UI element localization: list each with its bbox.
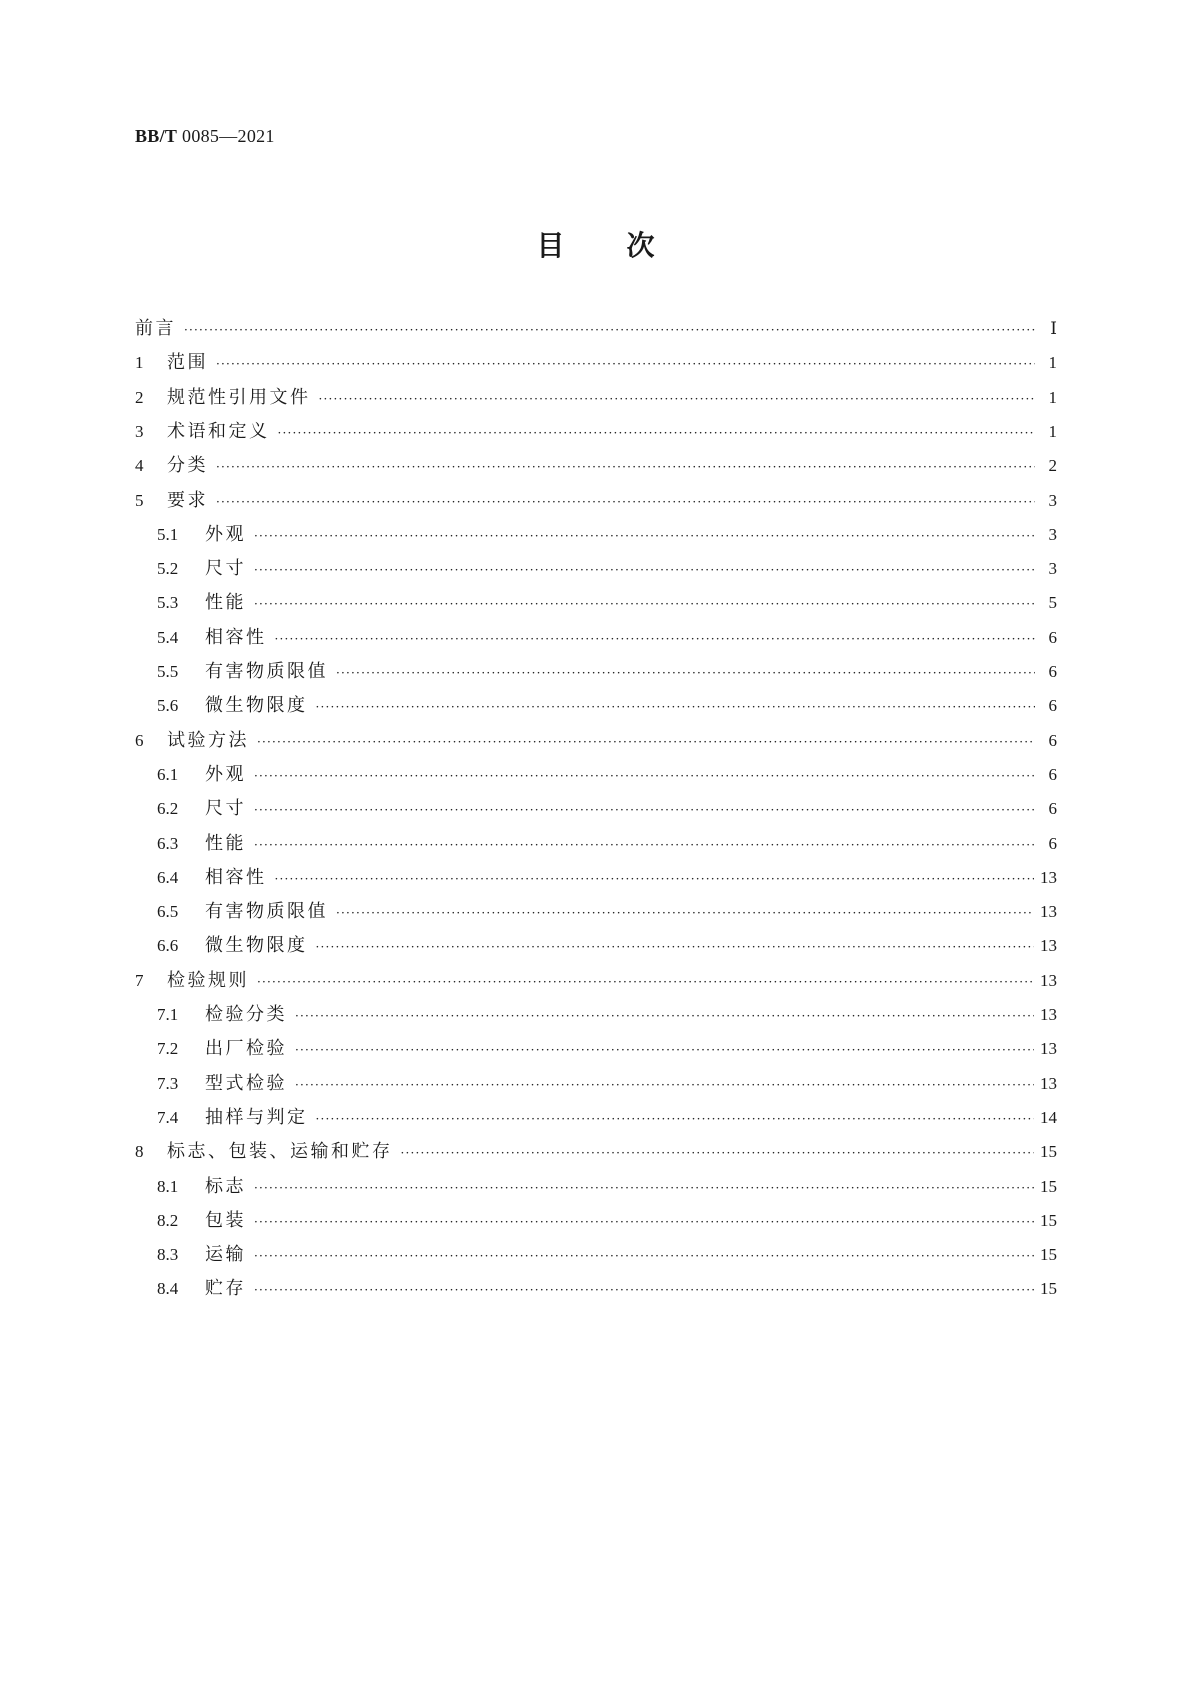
toc-entry-title: 标志 (205, 1175, 246, 1197)
toc-entry[interactable] (135, 968, 1057, 994)
toc-leader-dots (254, 1175, 1034, 1201)
toc-entry-title: 包装 (205, 1209, 246, 1231)
toc-entry[interactable] (135, 1036, 1057, 1062)
toc-entry-page: 5 (1048, 593, 1057, 613)
toc-entry[interactable] (135, 933, 1057, 959)
toc-leader-dots (216, 489, 1035, 515)
toc-entry-page: 6 (1048, 730, 1057, 750)
toc-leader-dots (278, 420, 1036, 446)
toc-entry[interactable] (135, 659, 1057, 685)
toc-entry-page: 6 (1048, 764, 1057, 784)
toc-entry-title: 规范性引用文件 (167, 386, 311, 408)
standard-code (135, 126, 275, 147)
toc-entry-title: 微生物限度 (205, 695, 308, 717)
toc-entry[interactable] (135, 350, 1057, 376)
toc-leader-dots (257, 729, 1035, 755)
toc-entry-number: 5.5 (157, 662, 179, 681)
toc-entry-title: 性能 (205, 592, 246, 614)
toc-entry-page: 6 (1048, 833, 1057, 853)
toc-entry[interactable] (135, 1208, 1057, 1234)
toc-entry-page: 1 (1048, 387, 1057, 407)
toc-entry-page: 13 (1040, 1005, 1057, 1024)
toc-entry-number: 4 (135, 456, 144, 476)
toc-entry-number: 7.1 (157, 1005, 179, 1024)
toc-entry[interactable] (135, 522, 1057, 548)
toc-entry[interactable] (135, 1071, 1057, 1097)
toc-entry-number: 7.2 (157, 1039, 179, 1059)
toc-entry-number: 8.1 (157, 1176, 179, 1196)
toc-entry-title: 外观 (205, 763, 246, 785)
toc-leader-dots (254, 591, 1035, 617)
toc-entry-number: 8.2 (157, 1210, 179, 1230)
toc-entry-number: 6 (135, 730, 144, 750)
toc-leader-dots (295, 1037, 1034, 1063)
toc-entry-page: 15 (1040, 1176, 1057, 1196)
toc-entry-page: 3 (1048, 559, 1057, 579)
toc-leader-dots (316, 1106, 1035, 1132)
toc-entry[interactable] (135, 453, 1057, 479)
toc-entry[interactable] (135, 728, 1057, 754)
toc-leader-dots (336, 660, 1035, 686)
toc-entry-number: 6.5 (157, 902, 179, 922)
toc-entry-number: 6.1 (157, 764, 179, 784)
toc-entry[interactable] (135, 693, 1057, 719)
toc-entry-title: 试验方法 (167, 729, 249, 751)
toc-leader-dots (254, 763, 1035, 789)
toc-entry-number: 1 (135, 353, 144, 373)
toc-entry-page: 6 (1048, 696, 1057, 716)
toc-entry[interactable] (135, 419, 1057, 445)
toc-leader-dots (254, 1209, 1034, 1235)
toc-entry-title: 分类 (167, 455, 208, 477)
toc-entry-page: 15 (1040, 1279, 1057, 1299)
toc-entry-page: 15 (1040, 1245, 1057, 1265)
toc-entry-page: 1 (1048, 421, 1057, 441)
toc-entry-title: 有害物质限值 (205, 901, 328, 923)
toc-entry-number: 7.4 (157, 1107, 179, 1127)
toc-entry[interactable] (135, 385, 1057, 411)
toc-entry-title: 前言 (135, 318, 176, 339)
toc-entry-title: 检验分类 (205, 1004, 287, 1025)
toc-entry-page: 13 (1040, 970, 1057, 990)
toc-entry-number: 5.3 (157, 593, 179, 613)
page-title: 目次 (536, 229, 717, 262)
toc-leader-dots (275, 866, 1035, 892)
toc-entry-number: 8.4 (157, 1279, 179, 1299)
toc-leader-dots (254, 1243, 1034, 1269)
toc-entry[interactable] (135, 865, 1057, 891)
toc-entry-number: 6.6 (157, 936, 179, 956)
toc-entry-number: 5.4 (157, 627, 179, 647)
toc-entry[interactable] (135, 796, 1057, 822)
toc-entry-page: 15 (1040, 1142, 1057, 1162)
toc-entry[interactable] (135, 316, 1057, 342)
toc-entry[interactable] (135, 1139, 1057, 1165)
toc-leader-dots (254, 523, 1035, 549)
toc-entry-title: 术语和定义 (167, 420, 270, 442)
toc-entry-page: 1 (1048, 353, 1057, 373)
toc-entry-number: 6.3 (157, 833, 179, 853)
toc-entry-title: 抽样与判定 (205, 1106, 308, 1128)
toc-entry-title: 相容性 (205, 866, 267, 888)
toc-entry-page: 3 (1048, 490, 1057, 510)
toc-entry-title: 性能 (205, 832, 246, 854)
toc-leader-dots (319, 386, 1036, 412)
toc-entry-title: 相容性 (205, 626, 267, 648)
toc-entry-page: 13 (1040, 1073, 1057, 1093)
toc-entry[interactable] (135, 1174, 1057, 1200)
standard-code-number: 0085—2021 (182, 126, 275, 146)
toc-entry[interactable] (135, 590, 1057, 616)
toc-entry-page: Ⅰ (1050, 319, 1057, 338)
toc-leader-dots (295, 1003, 1034, 1029)
toc-entry[interactable] (135, 831, 1057, 857)
toc-entry-number: 8 (135, 1142, 144, 1162)
toc-entry-page: 6 (1048, 799, 1057, 819)
toc-entry-title: 要求 (167, 489, 208, 511)
toc-entry-page: 6 (1048, 627, 1057, 647)
toc-entry[interactable] (135, 556, 1057, 582)
toc-leader-dots (216, 454, 1035, 480)
toc-leader-dots (254, 797, 1035, 823)
toc-entry-number: 6.2 (157, 799, 179, 819)
toc-leader-dots (401, 1140, 1035, 1166)
toc-entry-page: 13 (1040, 902, 1057, 922)
toc-entry-title: 标志、包装、运输和贮存 (167, 1141, 393, 1163)
toc-entry-title: 微生物限度 (205, 935, 308, 957)
toc-entry-number: 7 (135, 970, 144, 990)
toc-entry[interactable] (135, 488, 1057, 514)
toc-leader-dots (216, 351, 1035, 377)
toc-entry-page: 2 (1048, 456, 1057, 476)
toc-entry-title: 外观 (205, 523, 246, 545)
toc-leader-dots (254, 1277, 1034, 1303)
toc-entry[interactable] (135, 1276, 1057, 1302)
toc-entry[interactable] (135, 762, 1057, 788)
toc-leader-dots (295, 1072, 1034, 1098)
toc-entry-page: 13 (1040, 936, 1057, 956)
toc-leader-dots (254, 832, 1035, 858)
toc-leader-dots (275, 626, 1036, 652)
toc-entry[interactable] (135, 899, 1057, 925)
toc-entry-page: 6 (1048, 662, 1057, 681)
toc-entry-number: 6.4 (157, 867, 179, 887)
toc-entry-number: 7.3 (157, 1073, 179, 1093)
toc-entry-number: 5.1 (157, 524, 179, 544)
toc-entry-page: 15 (1040, 1210, 1057, 1230)
toc-entry-number: 5.2 (157, 559, 179, 579)
toc-leader-dots (336, 900, 1034, 926)
toc-entry[interactable] (135, 1002, 1057, 1028)
toc-leader-dots (257, 969, 1034, 995)
toc-entry-title: 有害物质限值 (205, 661, 328, 682)
toc-leader-dots (316, 694, 1036, 720)
toc-entry-title: 尺寸 (205, 558, 246, 580)
toc-entry[interactable] (135, 1105, 1057, 1131)
toc-entry-number: 5 (135, 490, 144, 510)
toc-entry-number: 2 (135, 387, 144, 407)
toc-entry-page: 14 (1040, 1107, 1057, 1127)
toc-entry-title: 检验规则 (167, 969, 249, 991)
toc-entry-title: 范围 (167, 352, 208, 374)
toc-entry-title: 尺寸 (205, 798, 246, 820)
toc-entry-number: 8.3 (157, 1245, 179, 1265)
toc-leader-dots (316, 934, 1035, 960)
toc-entry-page: 13 (1040, 1039, 1057, 1059)
toc-entry-number: 5.6 (157, 696, 179, 716)
toc-entry-title: 运输 (205, 1244, 246, 1266)
toc-entry-title: 型式检验 (205, 1072, 287, 1094)
toc-entry[interactable] (135, 625, 1057, 651)
toc-entry-title: 出厂检验 (205, 1038, 287, 1060)
toc-leader-dots (184, 317, 1035, 343)
toc-entry[interactable] (135, 1242, 1057, 1268)
toc-entry-page: 3 (1048, 524, 1057, 544)
toc-entry-title: 贮存 (205, 1278, 246, 1300)
toc-leader-dots (254, 557, 1035, 583)
toc-entry-number: 3 (135, 421, 144, 441)
standard-code-prefix: BB/T (135, 126, 178, 146)
toc-entry-page: 13 (1040, 867, 1057, 887)
